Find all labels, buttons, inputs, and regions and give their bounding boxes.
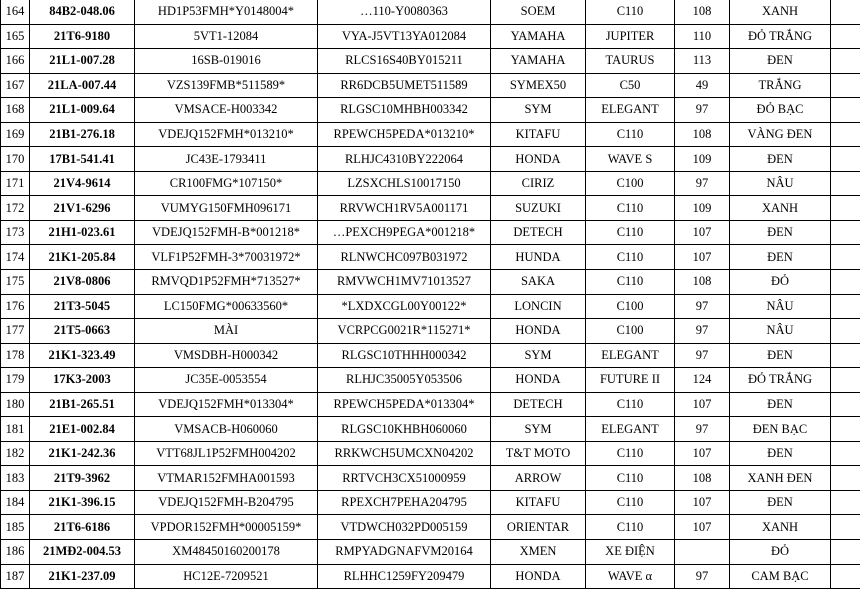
color-cell: ĐỎ — [730, 540, 831, 565]
note-cell — [831, 24, 860, 49]
chassis-number-cell: *LXDXCGL00Y00122* — [318, 294, 491, 319]
chassis-number-cell: VYA-J5VT13YA012084 — [318, 24, 491, 49]
chassis-number-cell: RLHJC4310BY222064 — [318, 147, 491, 172]
table-row — [1, 24, 860, 49]
note-cell — [831, 122, 860, 147]
chassis-number-cell: VTDWCH032PD005159 — [318, 515, 491, 540]
engine-number-cell: VDEJQ152FMH*013304* — [135, 392, 318, 417]
note-cell — [831, 343, 860, 368]
table-row — [1, 122, 860, 147]
engine-number-cell: MÀI — [135, 319, 318, 344]
engine-number-cell: XM48450160200178 — [135, 540, 318, 565]
engine-number-cell: HD1P53FMH*Y0148004* — [135, 0, 318, 24]
chassis-number-cell: RLCS16S40BY015211 — [318, 49, 491, 74]
chassis-number-cell: RLNWCHC097B031972 — [318, 245, 491, 270]
color-cell: VÀNG ĐEN — [730, 122, 831, 147]
note-cell — [831, 540, 860, 565]
brand-cell: XMEN — [491, 540, 586, 565]
license-plate-cell: 21T6-9180 — [30, 24, 135, 49]
license-plate-cell: 21K1-205.84 — [30, 245, 135, 270]
table-row — [1, 220, 860, 245]
engine-capacity-cell: 107 — [675, 441, 730, 466]
table-row — [1, 515, 860, 540]
chassis-number-cell: RMVWCH1MV71013527 — [318, 270, 491, 295]
engine-number-cell: RMVQD1P52FMH*713527* — [135, 270, 318, 295]
row-number-cell: 187 — [1, 564, 30, 589]
license-plate-cell: 21T9-3962 — [30, 466, 135, 491]
brand-cell: SUZUKI — [491, 196, 586, 221]
engine-number-cell: VDEJQ152FMH*013210* — [135, 122, 318, 147]
row-number-cell: 174 — [1, 245, 30, 270]
engine-number-cell: LC150FMG*00633560* — [135, 294, 318, 319]
color-cell: XANH — [730, 0, 831, 24]
chassis-number-cell: RRVWCH1RV5A001171 — [318, 196, 491, 221]
note-cell — [831, 171, 860, 196]
table-row — [1, 540, 860, 565]
model-cell: C110 — [586, 0, 675, 24]
table-row — [1, 171, 860, 196]
color-cell: ĐEN BẠC — [730, 417, 831, 442]
row-number-cell: 182 — [1, 441, 30, 466]
brand-cell: SYMEX50 — [491, 73, 586, 98]
color-cell: ĐEN — [730, 441, 831, 466]
engine-capacity-cell: 97 — [675, 343, 730, 368]
note-cell — [831, 466, 860, 491]
engine-number-cell: JC35E-0053554 — [135, 368, 318, 393]
engine-capacity-cell: 124 — [675, 368, 730, 393]
color-cell: ĐEN — [730, 49, 831, 74]
table-row — [1, 98, 860, 123]
table-row — [1, 270, 860, 295]
model-cell: ELEGANT — [586, 343, 675, 368]
engine-number-cell: JC43E-1793411 — [135, 147, 318, 172]
brand-cell: HONDA — [491, 368, 586, 393]
chassis-number-cell: LZSXCHLS10017150 — [318, 171, 491, 196]
row-number-cell: 179 — [1, 368, 30, 393]
table-row — [1, 196, 860, 221]
license-plate-cell: 21V8-0806 — [30, 270, 135, 295]
color-cell: TRẮNG — [730, 73, 831, 98]
color-cell: XANH — [730, 196, 831, 221]
row-number-cell: 186 — [1, 540, 30, 565]
table-row — [1, 49, 860, 74]
license-plate-cell: 21T5-0663 — [30, 319, 135, 344]
note-cell — [831, 270, 860, 295]
license-plate-cell: 21T3-5045 — [30, 294, 135, 319]
row-number-cell: 172 — [1, 196, 30, 221]
note-cell — [831, 147, 860, 172]
table-row — [1, 392, 860, 417]
color-cell: ĐEN — [730, 343, 831, 368]
license-plate-cell: 21B1-265.51 — [30, 392, 135, 417]
color-cell: NÂU — [730, 171, 831, 196]
row-number-cell: 168 — [1, 98, 30, 123]
license-plate-cell: 21V1-6296 — [30, 196, 135, 221]
chassis-number-cell: VCRPCG0021R*115271* — [318, 319, 491, 344]
chassis-number-cell: …PEXCH9PEGA*001218* — [318, 220, 491, 245]
engine-capacity-cell: 108 — [675, 0, 730, 24]
model-cell: C110 — [586, 220, 675, 245]
model-cell: C110 — [586, 122, 675, 147]
brand-cell: HONDA — [491, 564, 586, 589]
note-cell — [831, 564, 860, 589]
model-cell: ELEGANT — [586, 98, 675, 123]
color-cell: CAM BẠC — [730, 564, 831, 589]
note-cell — [831, 319, 860, 344]
color-cell: ĐỎ TRẮNG — [730, 24, 831, 49]
brand-cell: KITAFU — [491, 490, 586, 515]
chassis-number-cell: …110-Y0080363 — [318, 0, 491, 24]
color-cell: ĐEN — [730, 245, 831, 270]
chassis-number-cell: RLGSC10THHH000342 — [318, 343, 491, 368]
color-cell: NÂU — [730, 319, 831, 344]
license-plate-cell: 21K1-237.09 — [30, 564, 135, 589]
brand-cell: ARROW — [491, 466, 586, 491]
engine-capacity-cell: 107 — [675, 515, 730, 540]
engine-capacity-cell: 107 — [675, 490, 730, 515]
model-cell: C100 — [586, 319, 675, 344]
engine-number-cell: 16SB-019016 — [135, 49, 318, 74]
row-number-cell: 167 — [1, 73, 30, 98]
license-plate-cell: 21B1-276.18 — [30, 122, 135, 147]
license-plate-cell: 21T6-6186 — [30, 515, 135, 540]
engine-number-cell: VLF1P52FMH-3*70031972* — [135, 245, 318, 270]
color-cell: ĐEN — [730, 147, 831, 172]
model-cell: XE ĐIỆN — [586, 540, 675, 565]
row-number-cell: 169 — [1, 122, 30, 147]
license-plate-cell: 21E1-002.84 — [30, 417, 135, 442]
license-plate-cell: 21LA-007.44 — [30, 73, 135, 98]
row-number-cell: 177 — [1, 319, 30, 344]
engine-capacity-cell: 110 — [675, 24, 730, 49]
chassis-number-cell: RLGSC10KHBH060060 — [318, 417, 491, 442]
row-number-cell: 164 — [1, 0, 30, 24]
license-plate-cell: 21V4-9614 — [30, 171, 135, 196]
license-plate-cell: 21K1-323.49 — [30, 343, 135, 368]
model-cell: C50 — [586, 73, 675, 98]
engine-number-cell: VMSDBH-H000342 — [135, 343, 318, 368]
model-cell: WAVE α — [586, 564, 675, 589]
model-cell: C110 — [586, 270, 675, 295]
license-plate-cell: 21H1-023.61 — [30, 220, 135, 245]
engine-capacity-cell: 97 — [675, 171, 730, 196]
note-cell — [831, 98, 860, 123]
brand-cell: CIRIZ — [491, 171, 586, 196]
engine-capacity-cell: 108 — [675, 122, 730, 147]
chassis-number-cell: RLGSC10MHBH003342 — [318, 98, 491, 123]
brand-cell: DETECH — [491, 392, 586, 417]
row-number-cell: 184 — [1, 490, 30, 515]
license-plate-cell: 21K1-396.15 — [30, 490, 135, 515]
vehicle-table-body — [1, 0, 860, 589]
chassis-number-cell: RPEXCH7PEHA204795 — [318, 490, 491, 515]
brand-cell: HONDA — [491, 147, 586, 172]
chassis-number-cell: RRKWCH5UMCXN04202 — [318, 441, 491, 466]
engine-capacity-cell: 113 — [675, 49, 730, 74]
color-cell: ĐỎ — [730, 270, 831, 295]
brand-cell: YAMAHA — [491, 24, 586, 49]
model-cell: C110 — [586, 196, 675, 221]
chassis-number-cell: RRTVCH3CX51000959 — [318, 466, 491, 491]
table-row — [1, 147, 860, 172]
engine-number-cell: VMSACB-H060060 — [135, 417, 318, 442]
brand-cell: SYM — [491, 343, 586, 368]
note-cell — [831, 368, 860, 393]
table-row — [1, 319, 860, 344]
model-cell: C110 — [586, 392, 675, 417]
table-row — [1, 564, 860, 589]
model-cell: C110 — [586, 466, 675, 491]
engine-capacity-cell: 109 — [675, 196, 730, 221]
row-number-cell: 166 — [1, 49, 30, 74]
row-number-cell: 181 — [1, 417, 30, 442]
row-number-cell: 170 — [1, 147, 30, 172]
engine-number-cell: VUMYG150FMH096171 — [135, 196, 318, 221]
note-cell — [831, 245, 860, 270]
brand-cell: KITAFU — [491, 122, 586, 147]
note-cell — [831, 392, 860, 417]
brand-cell: HUNDA — [491, 245, 586, 270]
model-cell: C110 — [586, 490, 675, 515]
row-number-cell: 165 — [1, 24, 30, 49]
model-cell: WAVE S — [586, 147, 675, 172]
engine-capacity-cell: 49 — [675, 73, 730, 98]
brand-cell: DETECH — [491, 220, 586, 245]
chassis-number-cell: RPEWCH5PEDA*013304* — [318, 392, 491, 417]
brand-cell: SYM — [491, 417, 586, 442]
engine-number-cell: 5VT1-12084 — [135, 24, 318, 49]
table-row — [1, 0, 860, 24]
license-plate-cell: 21K1-242.36 — [30, 441, 135, 466]
engine-capacity-cell: 109 — [675, 147, 730, 172]
chassis-number-cell: RR6DCB5UMET511589 — [318, 73, 491, 98]
color-cell: ĐỎ BẠC — [730, 98, 831, 123]
color-cell: XANH — [730, 515, 831, 540]
model-cell: C100 — [586, 294, 675, 319]
brand-cell: SOEM — [491, 0, 586, 24]
row-number-cell: 185 — [1, 515, 30, 540]
chassis-number-cell: RLHHC1259FY209479 — [318, 564, 491, 589]
row-number-cell: 176 — [1, 294, 30, 319]
row-number-cell: 180 — [1, 392, 30, 417]
model-cell: FUTURE II — [586, 368, 675, 393]
table-row — [1, 294, 860, 319]
note-cell — [831, 196, 860, 221]
note-cell — [831, 0, 860, 24]
model-cell: TAURUS — [586, 49, 675, 74]
brand-cell: T&T MOTO — [491, 441, 586, 466]
engine-number-cell: VMSACE-H003342 — [135, 98, 318, 123]
engine-capacity-cell: 107 — [675, 245, 730, 270]
engine-number-cell: VTMAR152FMHA001593 — [135, 466, 318, 491]
row-number-cell: 175 — [1, 270, 30, 295]
license-plate-cell: 21MĐ2-004.53 — [30, 540, 135, 565]
engine-capacity-cell: 97 — [675, 417, 730, 442]
brand-cell: SAKA — [491, 270, 586, 295]
engine-capacity-cell: 108 — [675, 270, 730, 295]
table-row — [1, 490, 860, 515]
chassis-number-cell: RPEWCH5PEDA*013210* — [318, 122, 491, 147]
engine-capacity-cell: 97 — [675, 319, 730, 344]
model-cell: C110 — [586, 245, 675, 270]
color-cell: ĐỎ TRẮNG — [730, 368, 831, 393]
table-row — [1, 245, 860, 270]
chassis-number-cell: RMPYADGNAFVM20164 — [318, 540, 491, 565]
row-number-cell: 178 — [1, 343, 30, 368]
engine-capacity-cell — [675, 540, 730, 565]
engine-capacity-cell: 97 — [675, 294, 730, 319]
engine-capacity-cell: 108 — [675, 466, 730, 491]
engine-capacity-cell: 107 — [675, 220, 730, 245]
engine-capacity-cell: 107 — [675, 392, 730, 417]
brand-cell: ORIENTAR — [491, 515, 586, 540]
note-cell — [831, 441, 860, 466]
brand-cell: SYM — [491, 98, 586, 123]
table-row — [1, 466, 860, 491]
engine-capacity-cell: 97 — [675, 98, 730, 123]
row-number-cell: 173 — [1, 220, 30, 245]
note-cell — [831, 515, 860, 540]
note-cell — [831, 73, 860, 98]
license-plate-cell: 21L1-007.28 — [30, 49, 135, 74]
note-cell — [831, 49, 860, 74]
color-cell: XANH ĐEN — [730, 466, 831, 491]
row-number-cell: 183 — [1, 466, 30, 491]
license-plate-cell: 17K3-2003 — [30, 368, 135, 393]
color-cell: ĐEN — [730, 490, 831, 515]
color-cell: ĐEN — [730, 220, 831, 245]
engine-number-cell: VDEJQ152FMH-B*001218* — [135, 220, 318, 245]
note-cell — [831, 490, 860, 515]
note-cell — [831, 417, 860, 442]
color-cell: ĐEN — [730, 392, 831, 417]
engine-number-cell: VTT68JL1P52FMH004202 — [135, 441, 318, 466]
color-cell: NÂU — [730, 294, 831, 319]
model-cell: ELEGANT — [586, 417, 675, 442]
note-cell — [831, 220, 860, 245]
license-plate-cell: 21L1-009.64 — [30, 98, 135, 123]
row-number-cell: 171 — [1, 171, 30, 196]
engine-number-cell: VPDOR152FMH*00005159* — [135, 515, 318, 540]
engine-number-cell: VDEJQ152FMH-B204795 — [135, 490, 318, 515]
model-cell: C100 — [586, 171, 675, 196]
engine-number-cell: VZS139FMB*511589* — [135, 73, 318, 98]
table-row — [1, 343, 860, 368]
model-cell: JUPITER — [586, 24, 675, 49]
brand-cell: YAMAHA — [491, 49, 586, 74]
brand-cell: LONCIN — [491, 294, 586, 319]
table-row — [1, 417, 860, 442]
model-cell: C110 — [586, 515, 675, 540]
model-cell: C110 — [586, 441, 675, 466]
engine-number-cell: HC12E-7209521 — [135, 564, 318, 589]
table-row — [1, 441, 860, 466]
engine-number-cell: CR100FMG*107150* — [135, 171, 318, 196]
license-plate-cell: 84B2-048.06 — [30, 0, 135, 24]
chassis-number-cell: RLHJC35005Y053506 — [318, 368, 491, 393]
license-plate-cell: 17B1-541.41 — [30, 147, 135, 172]
note-cell — [831, 294, 860, 319]
brand-cell: HONDA — [491, 319, 586, 344]
table-row — [1, 73, 860, 98]
table-row — [1, 368, 860, 393]
engine-capacity-cell: 97 — [675, 564, 730, 589]
